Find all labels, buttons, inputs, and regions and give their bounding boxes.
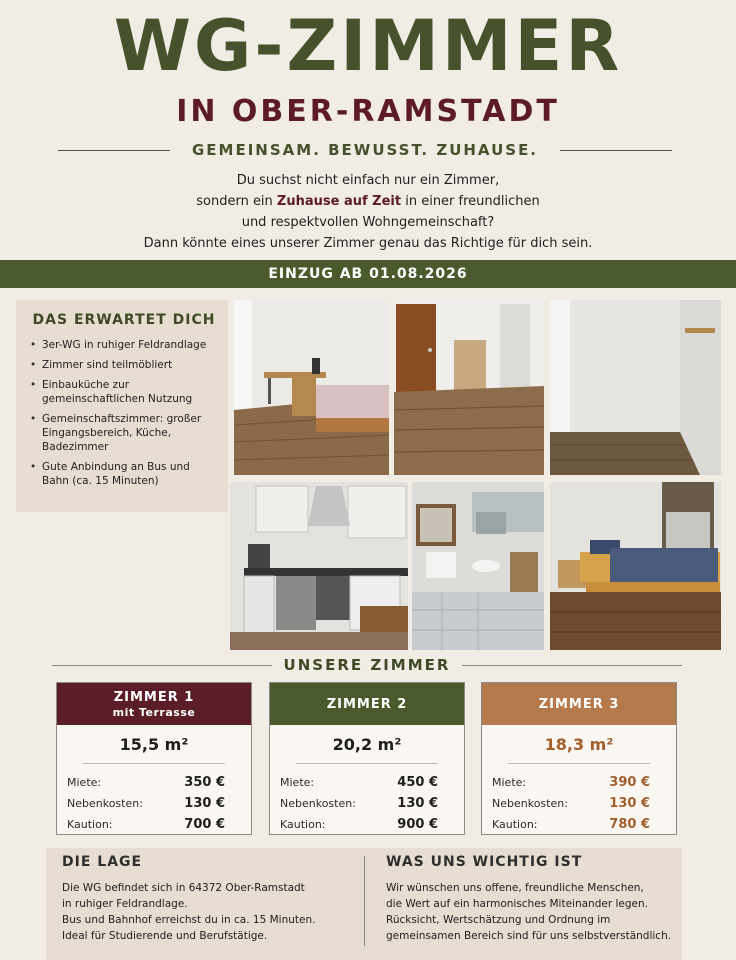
intro-line-2 — [60, 191, 676, 212]
price-row — [482, 793, 676, 814]
price-value: 780 € — [609, 817, 650, 832]
photo-empty-room — [550, 300, 721, 475]
features-title: DAS ERWARTET DICH — [32, 312, 216, 328]
feature-item: • Gute Anbindung an Bus und Bahn (ca. 15 Minuten) — [30, 460, 218, 488]
room-divider — [508, 763, 650, 764]
features-box — [16, 300, 228, 512]
info-box — [46, 848, 682, 960]
price-label: Miete: — [280, 776, 315, 789]
photo-kitchen — [230, 482, 408, 650]
intro-line-2-pre: sondern ein — [196, 194, 277, 209]
price-label: Miete: — [67, 776, 102, 789]
price-value: 350 € — [184, 775, 225, 790]
values-column — [386, 854, 676, 944]
divider-right — [560, 150, 672, 151]
price-row — [57, 772, 251, 793]
location-column — [62, 854, 352, 944]
feature-item: • Einbauküche zur gemeinschaftlichen Nutzung — [30, 378, 218, 406]
room-card-header — [57, 683, 251, 725]
price-row — [57, 814, 251, 835]
photo-hallway — [394, 300, 544, 475]
price-value: 130 € — [609, 796, 650, 811]
values-title: WAS UNS WICHTIG IST — [386, 854, 583, 870]
divider-right — [462, 665, 682, 666]
price-label: Nebenkosten: — [280, 797, 356, 810]
room-card-3 — [481, 682, 677, 835]
price-row — [482, 772, 676, 793]
price-label: Kaution: — [280, 818, 326, 831]
price-row — [270, 814, 464, 835]
room-card-header — [482, 683, 676, 725]
feature-item: • Zimmer sind teilmöbliert — [30, 358, 218, 372]
intro-line-3: und respektvollen Wohngemeinschaft? — [241, 215, 495, 230]
rooms-section-title: UNSERE ZIMMER — [283, 656, 451, 674]
info-divider — [364, 856, 365, 946]
room-subtitle: mit Terrasse — [112, 705, 196, 719]
price-value: 450 € — [397, 775, 438, 790]
tagline-row — [58, 138, 672, 162]
room-name: ZIMMER 2 — [326, 696, 408, 712]
intro-line-4: Dann könnte eines unserer Zimmer genau das Richtige für dich sein. — [143, 236, 593, 251]
price-label: Miete: — [492, 776, 527, 789]
price-label: Kaution: — [492, 818, 538, 831]
price-value: 130 € — [184, 796, 225, 811]
rooms-section-header — [52, 654, 682, 676]
room-divider — [296, 763, 438, 764]
intro-highlight: Zuhause auf Zeit — [276, 194, 402, 209]
price-row — [57, 793, 251, 814]
location-title: DIE LAGE — [62, 854, 143, 870]
price-value: 700 € — [184, 817, 225, 832]
values-text: Wir wünschen uns offene, freundliche Menschen, die Wert auf ein harmonisches Miteinander legen. Rücksicht, Wertschätzung und Ordnung im gemeinsamen Bereich sind für uns selbstverständlich. — [386, 882, 672, 942]
tagline: GEMEINSAM. BEWUSST. ZUHAUSE. — [191, 141, 539, 159]
price-label: Nebenkosten: — [67, 797, 143, 810]
page-title: WG-ZIMMER — [113, 5, 623, 87]
feature-item: • 3er-WG in ruhiger Feldrandlage — [30, 338, 218, 352]
price-row — [482, 814, 676, 835]
photo-bedroom — [550, 482, 721, 650]
room-size: 15,5 m² — [119, 735, 189, 754]
price-value: 130 € — [397, 796, 438, 811]
move-in-banner: EINZUG AB 01.08.2026 — [0, 260, 736, 288]
price-row — [270, 793, 464, 814]
photo-room-desk — [234, 300, 389, 475]
intro-line-1: Du suchst nicht einfach nur ein Zimmer, — [236, 173, 500, 188]
intro-text — [60, 170, 676, 254]
room-name: ZIMMER 1 — [113, 689, 195, 705]
room-divider — [83, 763, 225, 764]
photo-bathroom — [412, 482, 544, 650]
location-text: Die WG befindet sich in 64372 Ober-Ramstadt in ruhiger Feldrandlage. Bus und Bahnhof erreichst du in ca. 15 Minuten. Ideal für Studierende und Berufstätige. — [62, 882, 316, 942]
room-size: 20,2 m² — [332, 735, 402, 754]
page-subtitle: IN OBER-RAMSTADT — [176, 94, 560, 129]
price-row — [270, 772, 464, 793]
room-size: 18,3 m² — [544, 735, 614, 754]
room-card-2 — [269, 682, 465, 835]
divider-left — [58, 150, 170, 151]
price-value: 900 € — [397, 817, 438, 832]
feature-item: • Gemeinschaftszimmer: großer Eingangsbereich, Küche, Badezimmer — [30, 412, 218, 454]
room-card-header — [270, 683, 464, 725]
features-list — [30, 338, 218, 488]
price-value: 390 € — [609, 775, 650, 790]
divider-left — [52, 665, 272, 666]
intro-line-2-post: in einer freundlichen — [401, 194, 540, 209]
price-label: Nebenkosten: — [492, 797, 568, 810]
room-card-1 — [56, 682, 252, 835]
room-name: ZIMMER 3 — [538, 696, 620, 712]
price-label: Kaution: — [67, 818, 113, 831]
